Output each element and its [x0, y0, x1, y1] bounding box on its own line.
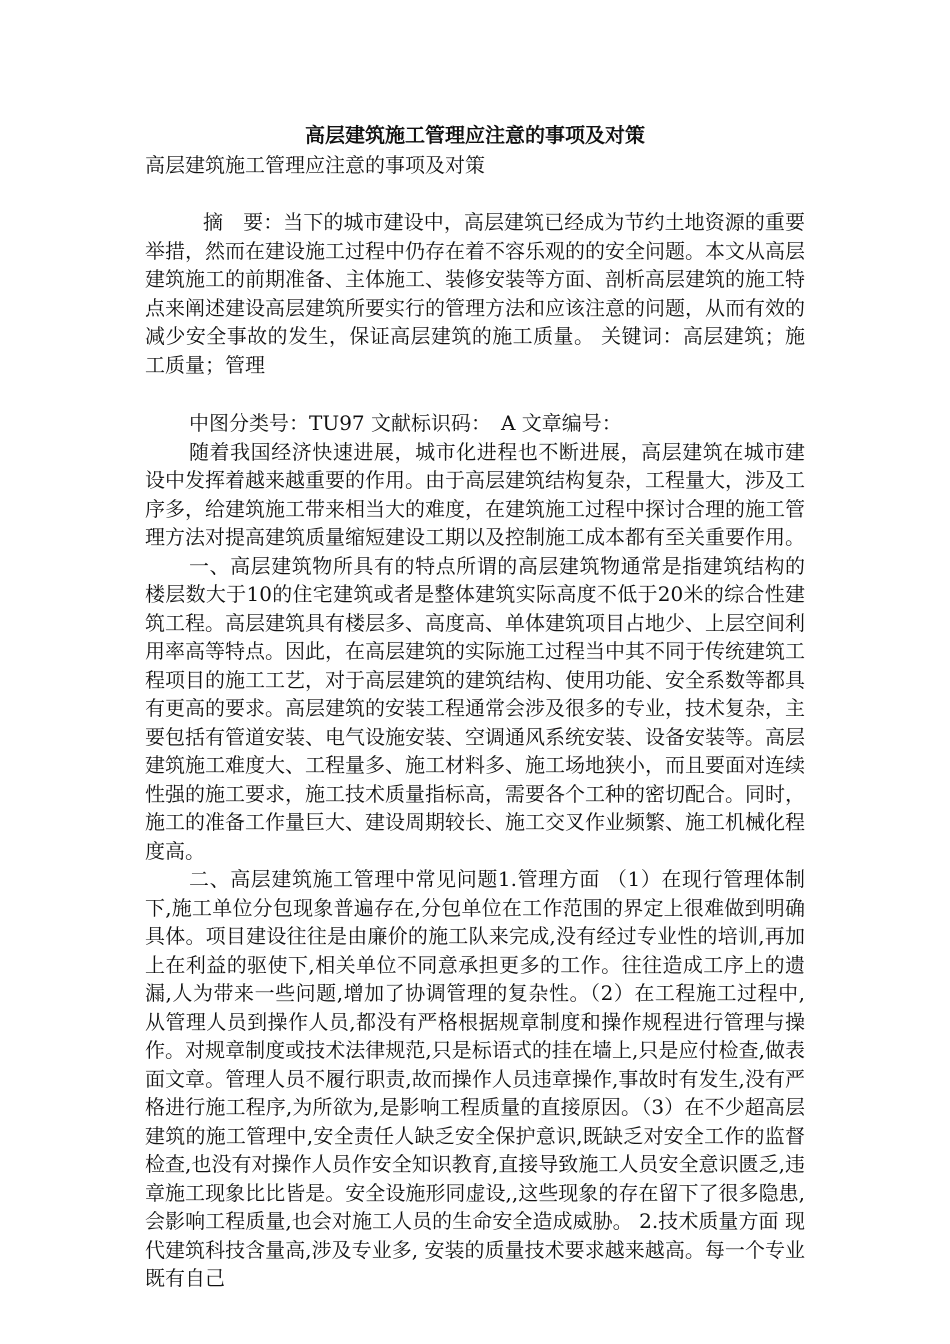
abstract-paragraph: 摘 要：当下的城市建设中，高层建筑已经成为节约土地资源的重要举措，然而在建设施工过程中仍存在着不容乐观的的安全问题。本文从高层建筑施工的前期准备、主体施工、装修安装等方面、剖析高层建筑的施工特点来阐述建设高层建筑所要实行的管理方法和应该注意的问题，从而有效的减少安全事故的发生，保证高层建筑的施工质量。 关键词：高层建筑；施工质量；管理 — [145, 210, 805, 377]
body-paragraph: 二、高层建筑施工管理中常见问题1.管理方面 （1）在现行管理体制下,施工单位分包现象普遍存在,分包单位在工作范围的界定上很难做到明确具体。项目建设往往是由廉价的施工队来完成,没有经过专业性的培训,再加上在利益的驱使下,相关单位不同意承担更多的工作。往往造成工序上的遗漏,人为带来一些问题,增加了协调管理的复杂性。（2）在工程施工过程中,从管理人员到操作人员,都没有严格根据规章制度和操作规程进行管理与操作。对规章制度或技术法律规范,只是标语式的挂在墙上,只是应付检查,做表面文章。管理人员不履行职责,故而操作人员违章操作,事故时有发生,没有严格进行施工程序,为所欲为,是影响工程质量的直接原因。（3）在不少超高层建筑的施工管理中,安全责任人缺乏安全保护意识,既缺乏对安全工作的监督检查,也没有对操作人员作安全知识教育,直接导致施工人员安全意识匮乏,违章施工现象比比皆是。安全设施形同虚设,,这些现象的存在留下了很多隐患,会影响工程质量,也会对施工人员的生命安全造成威胁。 2.技术质量方面 现代建筑科技含量高,涉及专业多, 安装的质量技术要求越来越高。每一个专业既有自己 — [145, 867, 805, 1290]
body-paragraph: 随着我国经济快速进展，城市化进程也不断进展，高层建筑在城市建设中发挥着越来越重要的作用。由于高层建筑结构复杂，工程量大，涉及工序多，给建筑施工带来相当大的难度，在建筑施工过程中探讨合理的施工管理方法对提高建筑质量缩短建设工期以及控制施工成本都有至关重要作用。 — [145, 439, 805, 549]
classification-line: 中图分类号：TU97 文献标识码： A 文章编号： — [189, 411, 622, 435]
document-title: 高层建筑施工管理应注意的事项及对策 — [305, 123, 645, 147]
document-subtitle: 高层建筑施工管理应注意的事项及对策 — [145, 153, 485, 177]
blank-line — [145, 180, 805, 208]
body-paragraph: 一、高层建筑物所具有的特点所谓的高层建筑物通常是指建筑结构的楼层数大于10的住宅建筑或者是整体建筑实际高度不低于20米的综合性建筑工程。高层建筑具有楼层多、高度高、单体建筑项目占地少、上层空间利用率高等特点。因此，在高层建筑的实际施工过程当中其不同于传统建筑工程项目的施工工艺，对于高层建筑的建筑结构、使用功能、安全系数等都具有更高的要求。高层建筑的安装工程通常会涉及很多的专业，技术复杂，主要包括有管道安装、电气设施安装、空调通风系统安装、设备安装等。高层建筑施工难度大、工程量多、施工材料多、施工场地狭小，而且要面对连续性强的施工要求，施工技术质量指标高，需要各个工种的密切配合。同时，施工的准备工作量巨大、建设周期较长、施工交叉作业频繁、施工机械化程度高。 — [145, 553, 805, 863]
document-page — [145, 120, 805, 1293]
